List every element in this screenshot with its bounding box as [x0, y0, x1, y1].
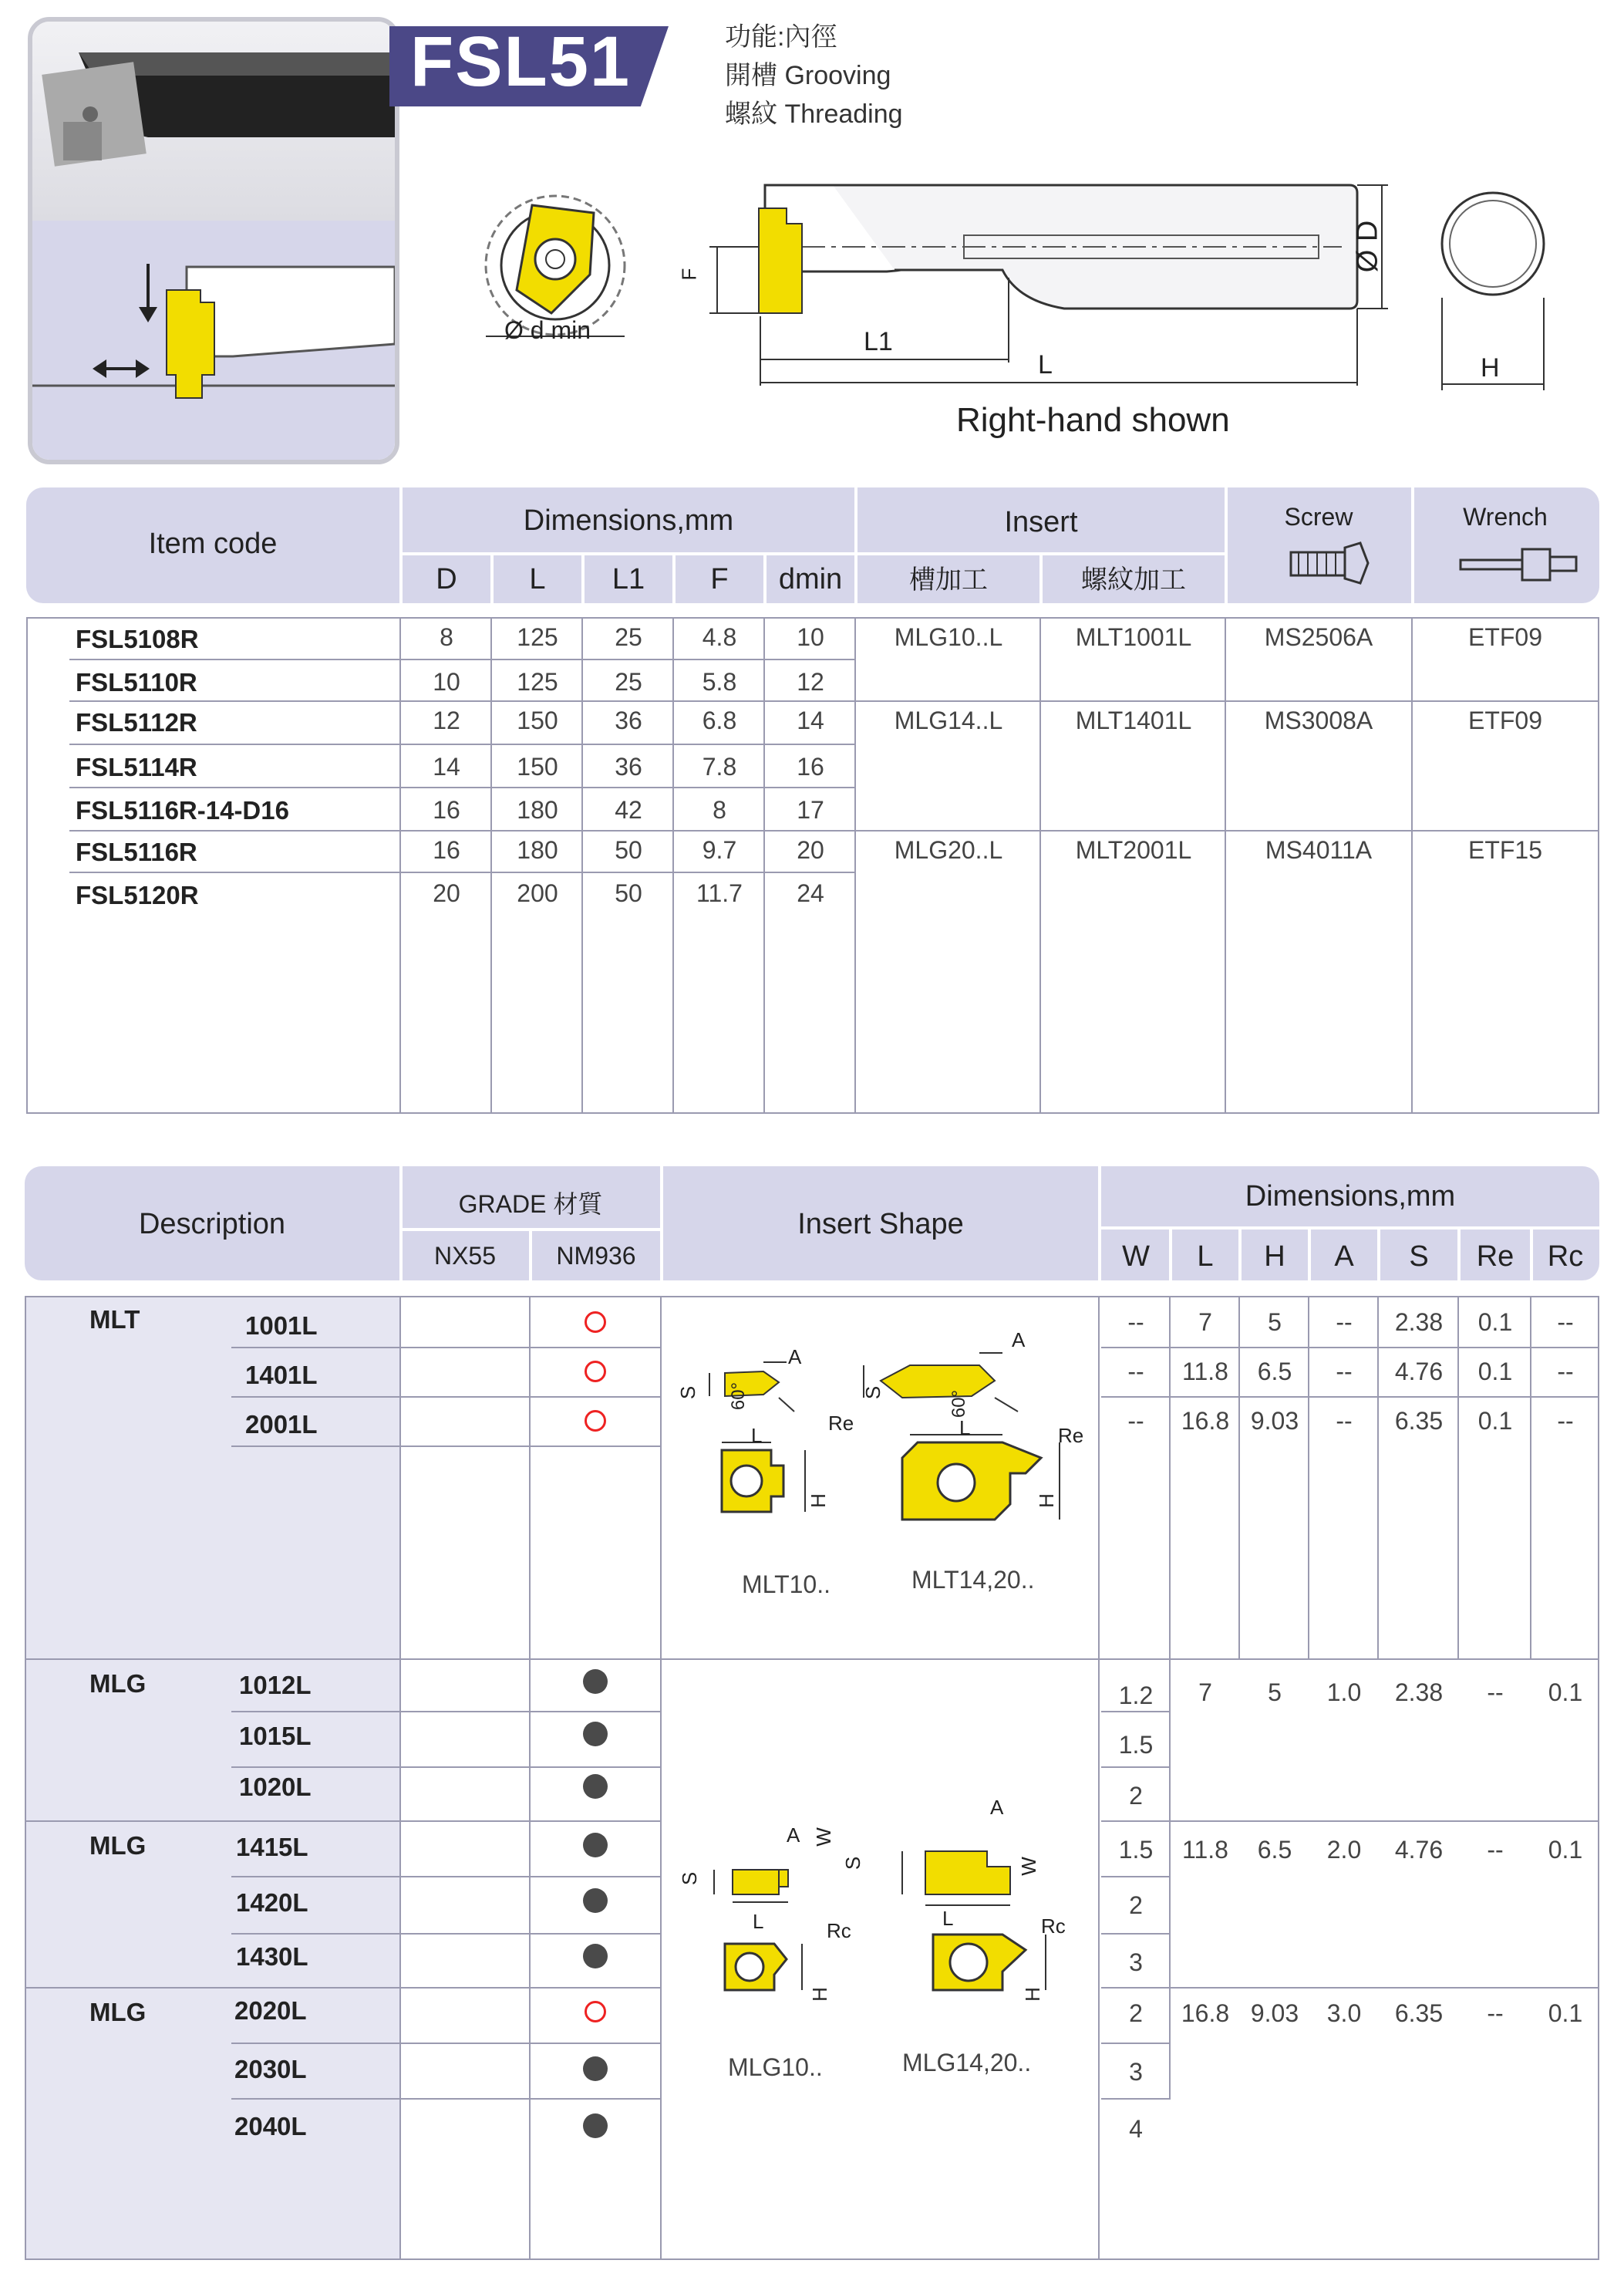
cell-S: 2.38	[1394, 1308, 1444, 1336]
grade-available-filled	[583, 1888, 608, 1913]
cell-L: 150	[517, 707, 558, 734]
insert-code: 1015L	[239, 1722, 312, 1750]
cell-L1: 25	[615, 623, 642, 651]
insert-code: 1012L	[239, 1671, 312, 1699]
cell-A: 1.0	[1326, 1678, 1362, 1706]
cell-F: 8	[713, 796, 726, 824]
cell-Rc: --	[1557, 1358, 1574, 1385]
dim-L1-label: L1	[864, 327, 893, 356]
mlg-label-L-small: L	[753, 1910, 764, 1933]
cell-L: 11.8	[1182, 1836, 1228, 1864]
cell-Rc: 0.1	[1548, 1836, 1583, 1864]
mlt-label-A-large: A	[1012, 1328, 1026, 1351]
sub-Rc: Rc	[1547, 1240, 1584, 1273]
cell-W: 2	[1129, 1782, 1143, 1810]
dim-F-label: F	[677, 268, 701, 281]
cell-A: 3.0	[1326, 1999, 1362, 2027]
cell-dmin: 24	[797, 879, 824, 907]
mlt-label-Re-large: Re	[1058, 1424, 1084, 1447]
cell-L1: 36	[615, 753, 642, 781]
cell-W: --	[1127, 1358, 1144, 1385]
sub-L1: L1	[612, 563, 645, 595]
cell-H: 6.5	[1257, 1358, 1292, 1385]
usage-diagram	[32, 221, 395, 460]
cell-W: 1.5	[1118, 1836, 1154, 1864]
mlg-label-H-large: H	[1020, 1987, 1044, 2002]
grooving-label: 開槽 Grooving	[725, 61, 891, 90]
cell-Re: 0.1	[1477, 1308, 1513, 1336]
sub-Re: Re	[1476, 1240, 1514, 1273]
cell-Re: --	[1487, 1999, 1504, 2027]
cell-H: 6.5	[1257, 1836, 1292, 1864]
dmin-caption: Ø d min	[504, 316, 591, 344]
mlg-label-A-small: A	[787, 1823, 800, 1847]
mlg-label-A-large: A	[990, 1796, 1004, 1819]
thread-insert: MLT1401L	[1075, 707, 1192, 734]
cell-Rc: --	[1557, 1407, 1574, 1435]
mlt-angle-small: 60°	[728, 1381, 750, 1411]
cell-F: 9.7	[702, 836, 737, 864]
description-band	[26, 1297, 399, 2258]
grade-available-filled	[583, 2056, 608, 2081]
thread-insert: MLT2001L	[1075, 836, 1192, 864]
grade-available-open	[585, 2001, 606, 2022]
right-hand-caption: Right-hand shown	[956, 401, 1230, 439]
cell-A: --	[1336, 1358, 1353, 1385]
insert-code: 1401L	[245, 1361, 318, 1389]
cell-Rc: 0.1	[1548, 1678, 1583, 1706]
sub-A: A	[1334, 1240, 1354, 1273]
mlg-label-W-large: W	[1016, 1857, 1040, 1876]
grade-available-open	[585, 1361, 606, 1382]
cell-L: 7	[1198, 1678, 1212, 1706]
threading-label: 螺紋 Threading	[725, 100, 903, 129]
grade-available-filled	[583, 1944, 608, 1968]
cell-L: 150	[517, 753, 558, 781]
cell-F: 6.8	[702, 707, 737, 734]
cell-L1: 50	[615, 879, 642, 907]
cell-L1: 36	[615, 707, 642, 734]
function-label: 功能:內徑	[725, 22, 837, 52]
mlt-label-Re-small: Re	[828, 1412, 854, 1435]
cell-W: 2	[1129, 1999, 1143, 2027]
grade-available-filled	[583, 1669, 608, 1694]
groove-insert: MLG14..L	[894, 707, 1003, 734]
page-title: FSL51	[410, 22, 632, 101]
cell-dmin: 17	[797, 796, 824, 824]
sub-D: D	[436, 563, 457, 595]
cell-F: 4.8	[702, 623, 737, 651]
col-insert-shape: Insert Shape	[797, 1208, 964, 1240]
grade-available-open	[585, 1410, 606, 1432]
insert-code: 2040L	[234, 2112, 307, 2140]
cell-Re: --	[1487, 1678, 1504, 1706]
cell-W: --	[1127, 1407, 1144, 1435]
mlg-insert-shapes	[679, 1797, 1080, 2029]
mlg-caption-b: MLG14,20..	[902, 2049, 1032, 2076]
insert-code: 2030L	[234, 2055, 307, 2083]
cell-L: 125	[517, 623, 558, 651]
cell-dmin: 14	[797, 707, 824, 734]
mlg-label-Rc-small: Rc	[827, 1919, 851, 1942]
screw-code: MS2506A	[1264, 623, 1373, 651]
mlt-label-H-small: H	[806, 1493, 830, 1508]
cell-A: --	[1336, 1407, 1353, 1435]
item-code: FSL5112R	[76, 708, 197, 737]
sub-S: S	[1409, 1240, 1429, 1273]
grade-available-filled	[583, 1833, 608, 1857]
family-mlg: MLG	[89, 1831, 147, 1860]
cell-dmin: 20	[797, 836, 824, 864]
mlt-label-L-large: L	[959, 1416, 971, 1439]
sub-dmin: dmin	[778, 563, 843, 595]
cell-F: 11.7	[696, 879, 743, 907]
mlg-label-L-large: L	[942, 1907, 954, 1930]
wrench-icon	[1457, 545, 1581, 583]
cell-dmin: 10	[797, 623, 824, 651]
insert-code: 1430L	[236, 1942, 308, 1971]
screw-code: MS3008A	[1264, 707, 1373, 734]
cell-L: 11.8	[1182, 1358, 1228, 1385]
sub-H: H	[1264, 1240, 1285, 1273]
cell-L1: 25	[615, 668, 642, 696]
sub-W: W	[1122, 1240, 1150, 1273]
cell-F: 5.8	[702, 668, 737, 696]
item-code: FSL5110R	[76, 668, 197, 697]
insert-code: 2001L	[245, 1410, 318, 1439]
cell-S: 6.35	[1394, 1407, 1444, 1435]
cell-L: 180	[517, 796, 558, 824]
mlg-caption-a: MLG10..	[728, 2053, 823, 2081]
cell-Re: 0.1	[1477, 1407, 1513, 1435]
wrench-code: ETF15	[1467, 836, 1543, 864]
mlt-angle-large: 60°	[948, 1389, 970, 1418]
grade-nx55: NX55	[433, 1242, 497, 1270]
mlt-insert-shapes	[679, 1311, 1080, 1589]
insert-code: 1415L	[236, 1833, 308, 1861]
screw-code: MS4011A	[1265, 836, 1373, 864]
mlg-label-S-large: S	[841, 1856, 865, 1871]
grade-available-filled	[583, 1774, 608, 1799]
tool-photo-illustration	[32, 22, 395, 221]
sub-F: F	[710, 563, 729, 595]
cell-W: 1.2	[1118, 1682, 1154, 1709]
product-photo	[32, 22, 395, 221]
item-code: FSL5114R	[76, 753, 197, 781]
sub-L2: L	[1197, 1240, 1214, 1273]
cell-W: 2	[1129, 1891, 1143, 1919]
groove-insert: MLG10..L	[894, 623, 1003, 651]
cell-L: 16.8	[1181, 1999, 1230, 2027]
cell-W: 4	[1129, 2115, 1143, 2143]
groove-insert: MLG20..L	[894, 836, 1003, 864]
cell-S: 4.76	[1394, 1358, 1444, 1385]
cell-dmin: 12	[797, 668, 824, 696]
mlt-label-H-large: H	[1034, 1493, 1058, 1508]
cell-F: 7.8	[702, 753, 737, 781]
mlg-label-W-small: W	[811, 1827, 835, 1847]
cell-L: 16.8	[1181, 1407, 1230, 1435]
item-code: FSL5108R	[76, 625, 199, 653]
mlg-label-Rc-large: Rc	[1041, 1914, 1066, 1938]
cell-L1: 50	[615, 836, 642, 864]
col-dimensions: Dimensions,mm	[523, 504, 734, 537]
col-screw: Screw	[1284, 503, 1353, 531]
cell-L1: 42	[615, 796, 642, 824]
col-wrench: Wrench	[1463, 503, 1548, 531]
cell-D: 12	[433, 707, 460, 734]
insert-code: 1020L	[239, 1773, 312, 1801]
sub-L: L	[529, 563, 546, 595]
wrench-code: ETF09	[1467, 707, 1543, 734]
col-dimensions-2: Dimensions,mm	[1245, 1180, 1456, 1213]
family-mlg: MLG	[89, 1998, 147, 2026]
cell-Re: --	[1487, 1836, 1504, 1864]
dim-H-label: H	[1481, 353, 1500, 383]
cell-H: 9.03	[1250, 1407, 1299, 1435]
insert-code: 1001L	[245, 1311, 318, 1340]
grade-available-open	[585, 1311, 606, 1333]
sub-thread: 螺紋加工	[1081, 565, 1186, 595]
dim-D-label: Ø D	[1351, 220, 1384, 273]
cell-dmin: 16	[797, 753, 824, 781]
cell-A: 2.0	[1326, 1836, 1362, 1864]
dim-L-label: L	[1038, 350, 1053, 380]
cell-L: 200	[517, 879, 558, 907]
mlt-caption-b: MLT14,20..	[911, 1566, 1035, 1594]
mlg-label-S-small: S	[678, 1871, 702, 1886]
cell-S: 6.35	[1394, 1999, 1444, 2027]
mlg-label-H-small: H	[807, 1987, 831, 2002]
cell-W: 1.5	[1118, 1731, 1154, 1759]
cell-S: 4.76	[1394, 1836, 1444, 1864]
col-description: Description	[138, 1208, 286, 1240]
cell-Re: 0.1	[1477, 1358, 1513, 1385]
screw-icon	[1288, 540, 1373, 586]
cell-W: 3	[1129, 2058, 1143, 2086]
cell-L: 7	[1198, 1308, 1212, 1336]
cell-D: 16	[433, 836, 460, 864]
cell-Rc: --	[1557, 1308, 1574, 1336]
sub-groove: 槽加工	[909, 565, 988, 595]
cell-D: 8	[440, 623, 453, 651]
mlt-label-S-small: S	[676, 1385, 700, 1400]
grade-available-filled	[583, 2113, 608, 2138]
cell-L: 125	[517, 668, 558, 696]
cell-D: 16	[433, 796, 460, 824]
cell-W: 3	[1129, 1948, 1143, 1976]
cell-Rc: 0.1	[1548, 1999, 1583, 2027]
thread-insert: MLT1001L	[1075, 623, 1192, 651]
col-item-code: Item code	[148, 528, 278, 560]
item-code: FSL5116R	[76, 838, 197, 866]
cell-D: 20	[433, 879, 460, 907]
cell-D: 14	[433, 753, 460, 781]
cell-D: 10	[433, 668, 460, 696]
grade-available-filled	[583, 1722, 608, 1746]
family-mlt: MLT	[89, 1305, 140, 1334]
col-grade: GRADE 材質	[458, 1190, 603, 1218]
insert-code: 2020L	[234, 1996, 307, 2025]
mlt-label-A-small: A	[788, 1345, 802, 1368]
insert-code: 1420L	[236, 1888, 308, 1917]
mlt-label-L-small: L	[751, 1424, 763, 1447]
cell-W: --	[1127, 1308, 1144, 1336]
wrench-code: ETF09	[1467, 623, 1543, 651]
mlt-caption-a: MLT10..	[742, 1570, 831, 1598]
cell-H: 5	[1268, 1678, 1282, 1706]
item-code: FSL5120R	[76, 881, 199, 909]
cell-S: 2.38	[1394, 1678, 1444, 1706]
cell-A: --	[1336, 1308, 1353, 1336]
cell-H: 9.03	[1250, 1999, 1299, 2027]
col-insert: Insert	[1004, 506, 1078, 538]
product-photo-frame	[28, 17, 399, 464]
cell-H: 5	[1268, 1308, 1282, 1336]
family-mlg: MLG	[89, 1669, 147, 1698]
item-code: FSL5116R-14-D16	[76, 796, 289, 825]
mlt-label-S-large: S	[861, 1385, 885, 1400]
usage-diagram-drawing	[32, 221, 395, 460]
grade-nm936: NM936	[556, 1242, 636, 1270]
cell-L: 180	[517, 836, 558, 864]
